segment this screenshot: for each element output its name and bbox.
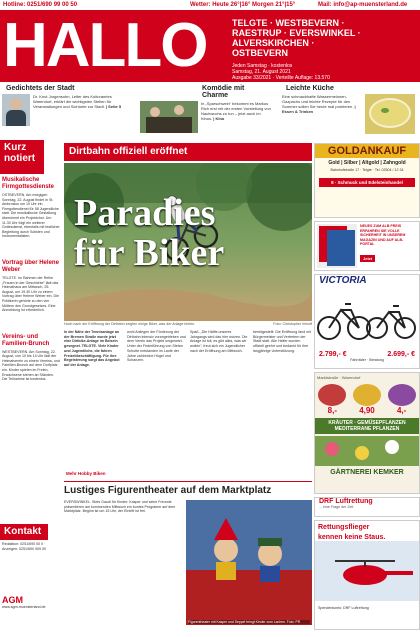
puppet-caption-text: Figurentheater mit Kasper und Seppel bringt Kinder zum Lachen. [188,620,286,624]
headline-line: für Biker [74,232,225,274]
sub-headline: Lustiges Figurentheater auf dem Marktplatz [64,485,272,496]
article-col: In der Nähe der Tennisanlage an der Bremen Straße wurde jetzt eine Dirtbike-Anlage im Beisein gesegnet. TELGTE. Viele Kinder und Jugendliche, die fahren Freizeitbeschäftigung. Für ihre Begeisterung sorgt das Angebot auf der Anlage. [64,330,120,367]
article-body [64,330,312,470]
photo-credit: Foto: Christopher Imhoff [273,322,312,326]
edition-info [232,63,330,81]
kurz-notiert-box: Kurz notiert [0,140,44,174]
drf-logo: DRF Luftrettung [319,498,373,505]
magazine-stack [317,224,357,268]
garden-ad[interactable] [314,372,420,494]
agm-box [2,595,60,609]
article-col: wohl Anliegen der Förderung der Dirtbahn intensiv vorangetrieben und dem Verein das Projekt umgesetzt. Unter der Federführung von Stefan Schutte entstanden im Laufe der Jahre zahlreiche Hügel und Schanzen. [127,330,186,363]
sub-article-text: EVERSWINKEL. Stets Gaudi für Kinder: Kasper und seine Freunde präsentieren am kommenden Mittwoch ein buntes Programm auf dem Marktplatz. Beginn ist um 15 Uhr, der Eintritt ist frei. [64,500,176,514]
helicopter-icon [315,541,419,601]
rettung-head-1: Rettungsflieger [318,524,370,531]
top-info-bar [0,0,420,10]
gold-offer: 8 · Schmuck und Edelsteinhandel [319,178,415,187]
price-tag [353,384,381,415]
agm-url[interactable]: www.agm-muensterland.de [2,605,46,609]
town-line: TELGTE · WESTBEVERN · [232,18,345,28]
bike-ad[interactable] [314,274,420,369]
biker-photo [64,163,312,321]
teaser-item[interactable] [140,85,272,137]
teaser-page: | Kino [213,116,225,121]
article-col: Spaß. „Die Hälfte unseres Jahrgangs wird das hier nutzen. Die Anlage ist toll, es gibt alles, was wir wollen“, freut sich ein Jugendlicher nach der Eröffnung am Mittwoch. [190,330,248,353]
gold-title: GOLDANKAUF [315,144,419,158]
sidebar-item-head: Vereins- und Familien-Brunch [2,333,50,347]
teaser-text: In „Sparschwein“ bekommt es Markus Rich erst mit der ersten Vorstellung von Nachwuchs zu tun – jetzt auch im Kinos. [201,101,271,121]
garden-top: Marktstraße · Warendorf [317,375,361,380]
teaser-text: Eine schmackhafte Wassermelonen-Gazpacho und leichte Rezepte für den Sommer sollen Sie heute mal probieren. [282,94,354,109]
garden-name: GÄRTNEREI KEMKER [330,469,404,476]
left-sidebar [0,140,62,637]
teaser-title: Gedichtets der Stadt [6,85,75,92]
headline-line: Paradies [74,192,216,234]
kicker: Dirtbahn offiziell eröffnet [69,146,188,157]
gold-ad[interactable] [314,143,420,218]
teaser-item[interactable] [282,85,418,137]
puppet-credit: Foto: PR [286,620,301,624]
teaser-photo [140,101,198,133]
sidebar-item-text: TELGTE. Im Rahmen der Reihe „Frauen in der Geschichte“ lädt das Heimathaus am Mittwoch, 25. August, um 19.30 Uhr zu einem Vortrag über Helene Weber ein. Die Politikerin gehörte zu den vier Müttern des Grundgesetzes. Eine Anmeldung ist erforderlich. [2,275,59,313]
teaser-row [0,85,420,137]
price-tag [388,384,416,415]
photo-caption [64,322,312,326]
teaser-photo [2,94,30,126]
puppet-photo [186,500,312,625]
bike-price: 2.799,- € [319,351,347,358]
puppet-caption [188,620,310,624]
bike-subline: Fahrräder · Beratung [350,358,384,362]
rettung-ad[interactable] [314,520,420,630]
ankauf-cta[interactable]: Jetzt [360,255,375,262]
garden-banner: KRÄUTER · GEMÜSEPFLANZEN MEDITERRANE PFLANZEN [315,418,419,434]
hotline-text: Hotline: 0251/690 99 00 50 [3,2,78,8]
price-value: 8,- [327,406,337,415]
article-col: bereitgestellt. Die Eröffnung fand mit Bürgermeister und Vertretern der Stadt statt. Alle Helfer wurden offiziell geehrt und bedankt für ihre langjährige Unterstützung. [253,330,312,353]
more-link[interactable]: Mehr Hobby Biken [66,471,106,476]
gold-address: Bahnhofstraße 17 · Telgte · Tel. 02504 / 12 34 [330,168,404,172]
teaser-title: Leichte Küche [286,85,334,92]
bike-brand: VICTORIA [319,275,367,286]
e-bike-icons [315,286,419,346]
teaser-text: Dr. Knut Jorgensohn, Leiter des Kulturamtes Warendorf, erklärt die wichtigsten Stellen für Veranstaltungen und Sichtorte zur Stadt. [33,94,112,109]
teaser-title: Komödie mit Charme [202,85,245,99]
weather-text: Wetter: Heute 26°|16° Morgen 21°|15° [190,2,296,8]
agm-logo: AGM [2,595,23,605]
teaser-page: | Seite 5 [105,104,122,109]
town-line: ALVERSKIRCHEN · [232,38,315,48]
sidebar-item-head: Musikalische Firmgottesdienste [2,177,55,190]
kontakt-text: Redaktion: 0251/690 00 0 · Anzeigen: 0251/690 909 00 [2,542,46,551]
rettung-head-2: kennen keine Staus. [318,534,386,541]
edition-line: Ausgabe 33/2021 · Verteilte Auflage: 13.570 [232,75,330,81]
gold-subtitle: Gold | Silber | Altgold | Zahngold [328,160,406,166]
sidebar-item-text: WESTBEVERN. Am Sonntag, 22. August, von 10 bis 14 Uhr lädt der Heimatverein zu einem Vereins- und Familien-Brunch auf dem Dorfplatz ein. Kinder spielen im Freien, Erwachsene stehen an Ständen. Die Teilnahme ist kostenlos. [2,349,60,382]
town-line: RAESTRUP · EVERSWINKEL · [232,28,361,38]
sidebar-item-text: OSTBEVERN. Am morgigen Sonntag, 22. August findet in St. Ambrosius um 10 Uhr ein Firmgottesdienst für 58 Jugendliche statt. Die musikalische Gestaltung übernimmt ein Projektchor. Um 11.30 Uhr folgt ein weiterer Gottesdienst, ebenfalls mit festlicher Begleitung durch Solisten und Instrumentalisten. [2,193,60,239]
garden-flowers [315,436,419,466]
sidebar-item-head: Vortrag über Helene Weber [2,259,59,273]
town-line: OSTBEVERN [232,48,289,58]
masthead [0,10,420,82]
teaser-photo-soup [365,94,415,134]
bike-price-2: 2.699,- € [387,351,415,358]
drf-sub: ... eine Frage der Zeit [319,505,354,509]
price-value: 4,90 [359,406,375,415]
divider [64,481,312,482]
rettung-small: Spendenkonto: DRF Luftrettung [318,606,369,610]
headline [74,193,224,273]
ankauf-ad[interactable] [314,221,420,271]
teaser-page: | Essen & Trinken [282,104,356,114]
kontakt-box: Kontakt [0,524,48,540]
teaser-item[interactable] [2,85,132,137]
kicker-bar [64,143,312,161]
edition-line: Jeden Samstag · kostenlos [232,63,293,69]
hallo-logo: HALLO [3,11,207,80]
drf-ad[interactable] [314,497,420,517]
mail-link[interactable]: Mail: info@ap-muensterland.de [318,2,408,8]
edition-line: Samstag, 21. August 2021 [232,69,291,75]
caption-text: Hoch nach der Eröffnung der Dirtbahn zeigten einige Biker, was der Anlage bieten. [64,322,196,326]
towns-list [232,18,412,58]
price-value: 4,- [396,406,407,415]
ankauf-text: NEUES ZUM ALB PREIS ERFAHREN SIE VOLLE SICHERHEIT IN UNSEREM MAGAZIN UND AUF ALB-PORTAL [360,224,406,246]
price-tag [318,384,346,415]
